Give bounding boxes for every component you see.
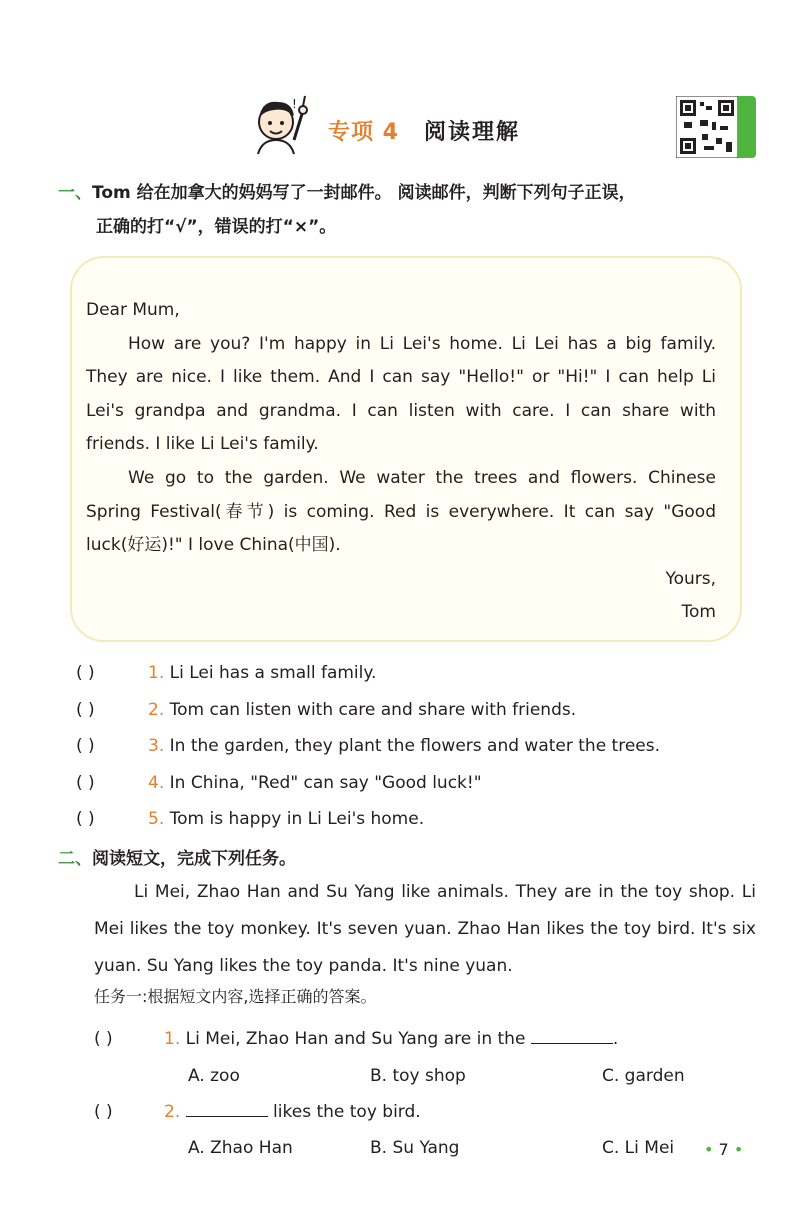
item-text: In China, "Red" can say "Good luck!" — [169, 773, 482, 793]
option-c[interactable]: C. Li Mei — [602, 1138, 675, 1158]
letter-text — [86, 294, 716, 630]
item-number: 5. — [148, 809, 165, 829]
section2-instruction — [58, 844, 296, 869]
option-b[interactable]: B. Su Yang — [370, 1138, 460, 1158]
bullet-icon: • — [704, 1140, 714, 1159]
option-c[interactable]: C. garden — [602, 1066, 685, 1086]
judgement-item — [76, 768, 776, 798]
mc-question — [94, 1024, 774, 1054]
item-number: 3. — [148, 736, 165, 756]
letter-signature: Tom — [681, 602, 716, 623]
item-number: 1. — [148, 663, 165, 683]
judgement-item — [76, 731, 776, 761]
reading-passage — [94, 874, 756, 985]
item-text: Tom is happy in Li Lei's home. — [169, 809, 425, 829]
option-b[interactable]: B. toy shop — [370, 1066, 466, 1086]
options-row — [0, 1133, 800, 1163]
mc-question — [94, 1097, 774, 1127]
topic-title: 阅读理解 — [424, 120, 521, 145]
answer-blank[interactable]: ( ) — [76, 663, 95, 683]
fill-blank[interactable] — [531, 1025, 613, 1044]
item-number: 2. — [148, 700, 165, 720]
answer-blank[interactable]: ( ) — [76, 700, 95, 720]
options-row — [0, 1061, 800, 1091]
answer-blank[interactable]: ( ) — [94, 1029, 113, 1049]
judgement-item — [76, 695, 776, 725]
answer-blank[interactable]: ( ) — [94, 1102, 113, 1122]
item-text: Li Lei has a small family. — [169, 663, 377, 683]
svg-text:!: ! — [292, 97, 297, 111]
task-label: 任务一:根据短文内容,选择正确的答案。 — [94, 987, 377, 1006]
option-a[interactable]: A. zoo — [188, 1066, 240, 1086]
topic-label: 专项 4 — [328, 120, 399, 145]
passage-text: Li Mei, Zhao Han and Su Yang like animals. They are in the toy shop. Li Mei likes the toy monkey. It's seven yuan. Zhao Han likes the toy bird. It's six yuan. Su Yang likes the toy panda. It's nine yuan. — [94, 882, 756, 976]
qr-tab — [738, 96, 756, 158]
letter-closing: Yours, — [665, 568, 716, 589]
letter-greeting: Dear Mum, — [86, 300, 180, 320]
qr-code-icon[interactable] — [676, 96, 738, 158]
question-text-after: . — [612, 1029, 619, 1049]
fill-blank[interactable] — [186, 1098, 268, 1117]
answer-blank[interactable]: ( ) — [76, 773, 95, 793]
page-number-value: 7 — [718, 1140, 729, 1159]
section1-line2: 正确的打“√”，错误的打“×”。 — [96, 217, 337, 237]
bullet-icon: • — [733, 1140, 744, 1159]
judgement-item — [76, 804, 776, 834]
section1-line1: Tom 给在加拿大的妈妈写了一封邮件。 阅读邮件，判断下列句子正误， — [92, 183, 636, 203]
section1-instruction — [58, 176, 778, 244]
option-a[interactable]: A. Zhao Han — [188, 1138, 293, 1158]
question-text: Li Mei, Zhao Han and Su Yang are in the — [185, 1029, 526, 1049]
item-text: In the garden, they plant the flowers and water the trees. — [169, 736, 661, 756]
cartoon-boy-icon — [250, 92, 314, 158]
section1-number: 一、 — [58, 183, 92, 203]
judgement-item — [76, 658, 776, 688]
item-number: 2. — [164, 1102, 181, 1122]
item-text: Tom can listen with care and share with friends. — [169, 700, 577, 720]
item-number: 1. — [164, 1029, 181, 1049]
question-text-after: likes the toy bird. — [273, 1102, 421, 1122]
section2-number: 二、 — [58, 849, 92, 869]
answer-blank[interactable]: ( ) — [76, 809, 95, 829]
section2-text: 阅读短文，完成下列任务。 — [92, 849, 296, 869]
letter-paragraph-2: We go to the garden. We water the trees and flowers. Chinese Spring Festival(春节) is coming. Red is everywhere. It can say "Good luck(好运)!" I love China(中国). — [86, 467, 716, 556]
item-number: 4. — [148, 773, 165, 793]
letter-paragraph-1: How are you? I'm happy in Li Lei's home. Li Lei has a big family. They are nice. I like them. And I can say "Hello!" or "Hi!" I can help Li Lei's grandpa and grandma. I can listen with care. I can share with friends. I like Li Lei's family. — [86, 333, 716, 455]
answer-blank[interactable]: ( ) — [76, 736, 95, 756]
page-number — [704, 1140, 743, 1159]
